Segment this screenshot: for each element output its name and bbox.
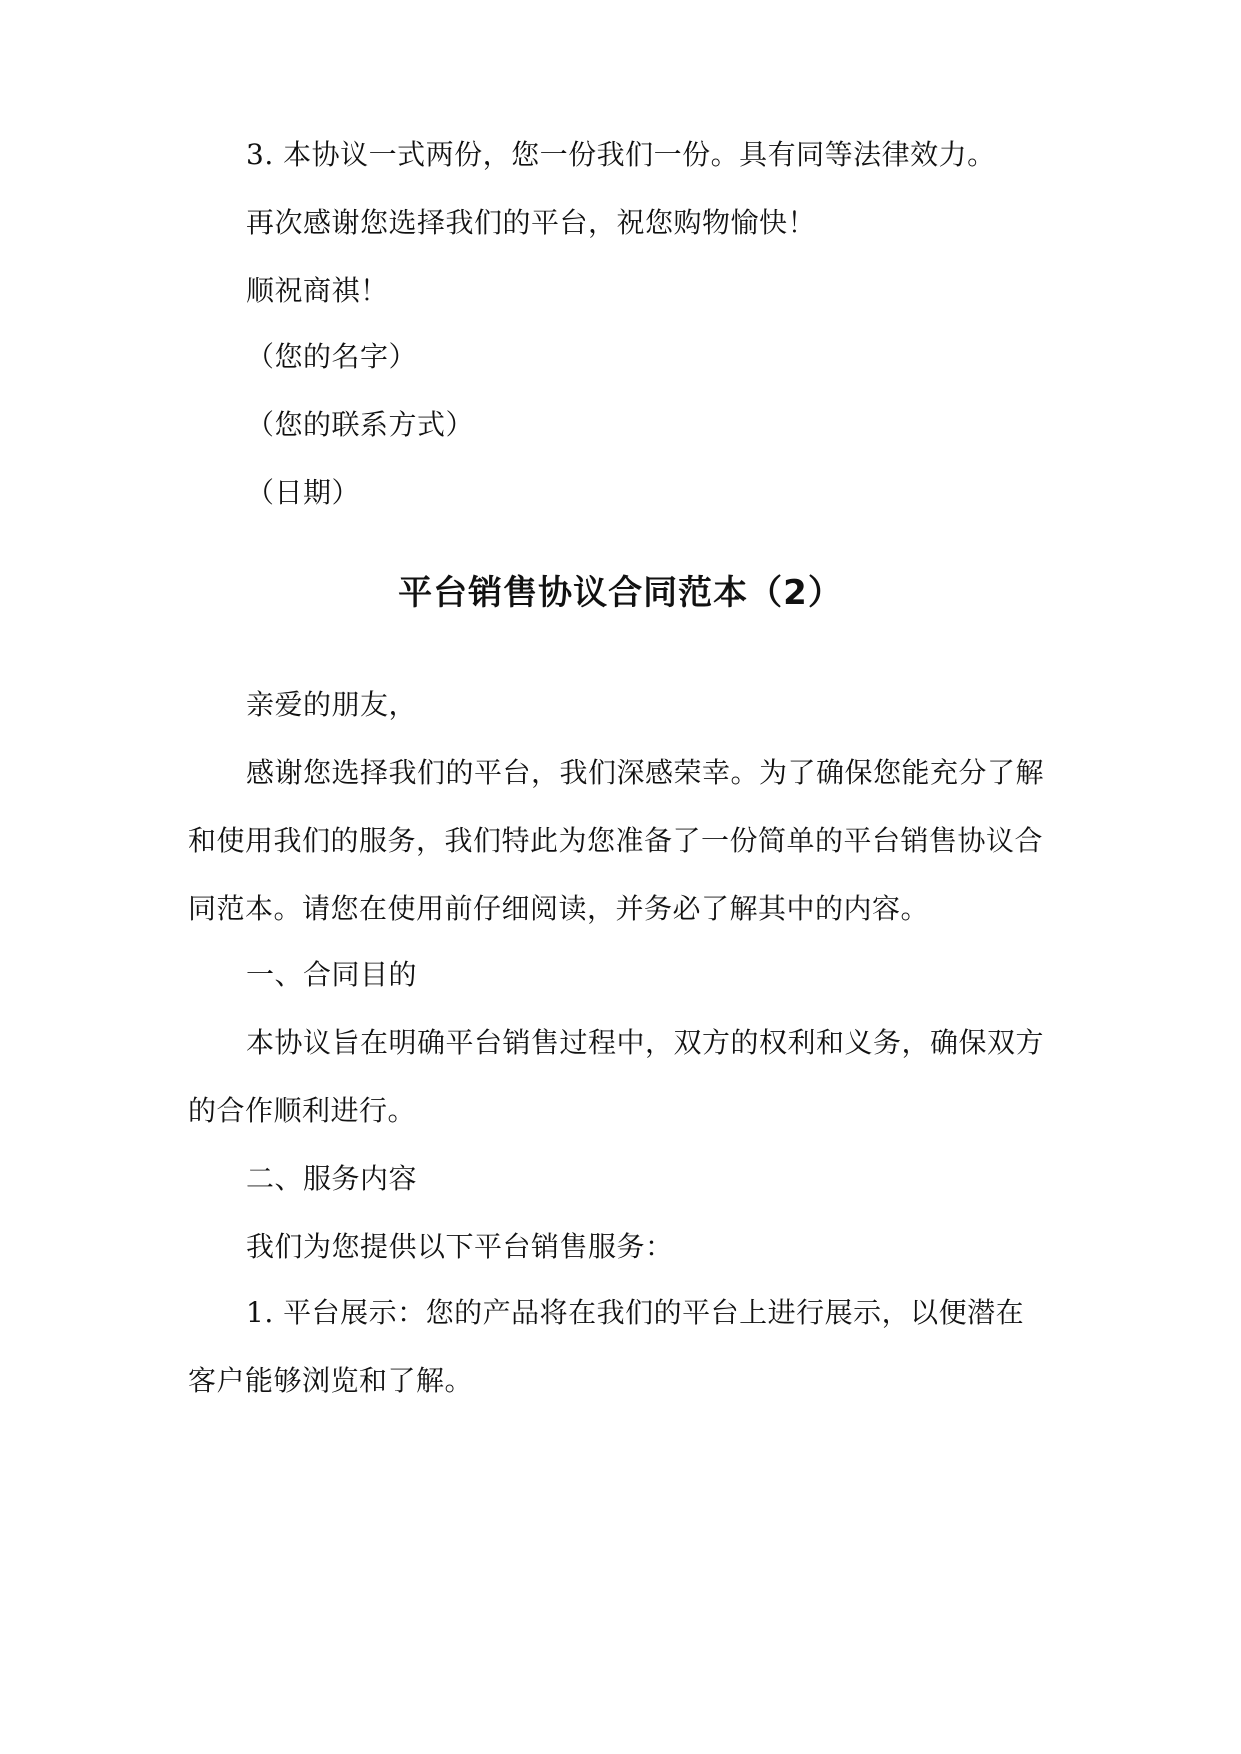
intro-paragraph-line-3: 同范本。请您在使用前仔细阅读，并务必了解其中的内容。 [188,892,930,925]
thanks-again-line: 再次感谢您选择我们的平台，祝您购物愉快！ [246,206,817,239]
section-2-heading: 二、服务内容 [246,1162,418,1195]
section-1-line-1: 本协议旨在明确平台销售过程中，双方的权利和义务，确保双方 [246,1026,1045,1059]
section-1-heading: 一、合同目的 [246,958,418,991]
document-title: 平台销售协议合同范本（2） [398,573,843,613]
signature-date: （日期） [246,476,361,509]
clause-3: 3. 本协议一式两份，您一份我们一份。具有同等法律效力。 [246,138,996,171]
section-2-intro: 我们为您提供以下平台销售服务： [246,1230,674,1263]
service-1-line-2: 客户能够浏览和了解。 [188,1364,474,1397]
greeting-line: 亲爱的朋友， [246,688,418,721]
service-1-line-1: 1. 平台展示：您的产品将在我们的平台上进行展示，以便潜在 [246,1296,1025,1329]
intro-paragraph-line-2: 和使用我们的服务，我们特此为您准备了一份简单的平台销售协议合 [188,824,1044,857]
signature-contact: （您的联系方式） [246,408,475,441]
signature-name: （您的名字） [246,340,418,373]
intro-paragraph-line-1: 感谢您选择我们的平台，我们深感荣幸。为了确保您能充分了解 [246,756,1045,789]
section-1-line-2: 的合作顺利进行。 [188,1094,417,1127]
regards-line: 顺祝商祺！ [246,274,389,307]
